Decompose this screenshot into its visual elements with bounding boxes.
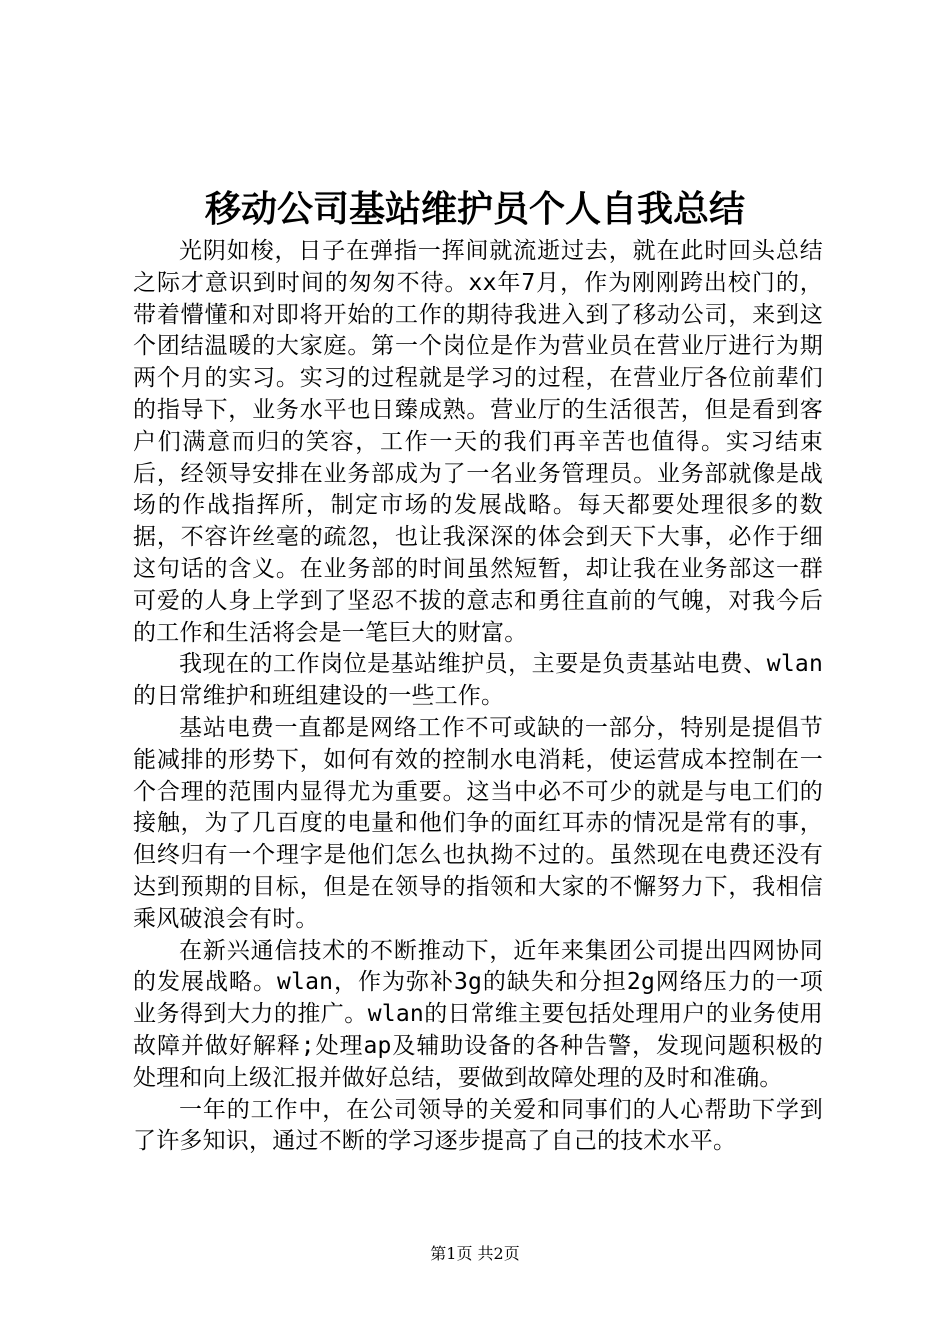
document-title: 移动公司基站维护员个人自我总结	[204, 188, 745, 230]
document-body	[133, 236, 823, 1158]
paragraph-1: 光阴如梭，日子在弹指一挥间就流逝过去，就在此时回头总结之际才意识到时间的匆匆不待。xx年7月，作为刚刚跨出校门的，带着懵懂和对即将开始的工作的期待我进入到了移动公司，来到这个团结温暖的大家庭。第一个岗位是作为营业员在营业厅进行为期两个月的实习。实习的过程就是学习的过程，在营业厅各位前辈们的指导下，业务水平也日臻成熟。营业厅的生活很苦，但是看到客户们满意而归的笑容，工作一天的我们再辛苦也值得。实习结束后，经领导安排在业务部成为了一名业务管理员。业务部就像是战场的作战指挥所，制定市场的发展战略。每天都要处理很多的数据，不容许丝毫的疏忽，也让我深深的体会到天下大事，必作于细这句话的含义。在业务部的时间虽然短暂，却让我在业务部这一群可爱的人身上学到了坚忍不拔的意志和勇往直前的气魄，对我今后的工作和生活将会是一笔巨大的财富。	[133, 238, 823, 646]
paragraph-4: 在新兴通信技术的不断推动下，近年来集团公司提出四网协同的发展战略。wlan，作为弥补3g的缺失和分担2g网络压力的一项业务得到大力的推广。wlan的日常维主要包括处理用户的业务使用故障并做好解释;处理ap及辅助设备的各种告警，发现问题积极的处理和向上级汇报并做好总结，要做到故障处理的及时和准确。	[133, 937, 823, 1091]
paragraph-5: 一年的工作中，在公司领导的关爱和同事们的人心帮助下学到了许多知识，通过不断的学习逐步提高了自己的技术水平。	[133, 1096, 823, 1155]
paragraph-3: 基站电费一直都是网络工作不可或缺的一部分，特别是提倡节能减排的形势下，如何有效的控制水电消耗，使运营成本控制在一个合理的范围内显得尤为重要。这当中必不可少的就是与电工们的接触，为了几百度的电量和他们争的面红耳赤的情况是常有的事，但终归有一个理字是他们怎么也执拗不过的。虽然现在电费还没有达到预期的目标，但是在领导的指领和大家的不懈努力下，我相信乘风破浪会有时。	[133, 714, 823, 932]
paragraph-2: 我现在的工作岗位是基站维护员，主要是负责基站电费、wlan的日常维护和班组建设的一些工作。	[133, 651, 823, 710]
page-number-footer: 第1页 共2页	[430, 1244, 520, 1263]
